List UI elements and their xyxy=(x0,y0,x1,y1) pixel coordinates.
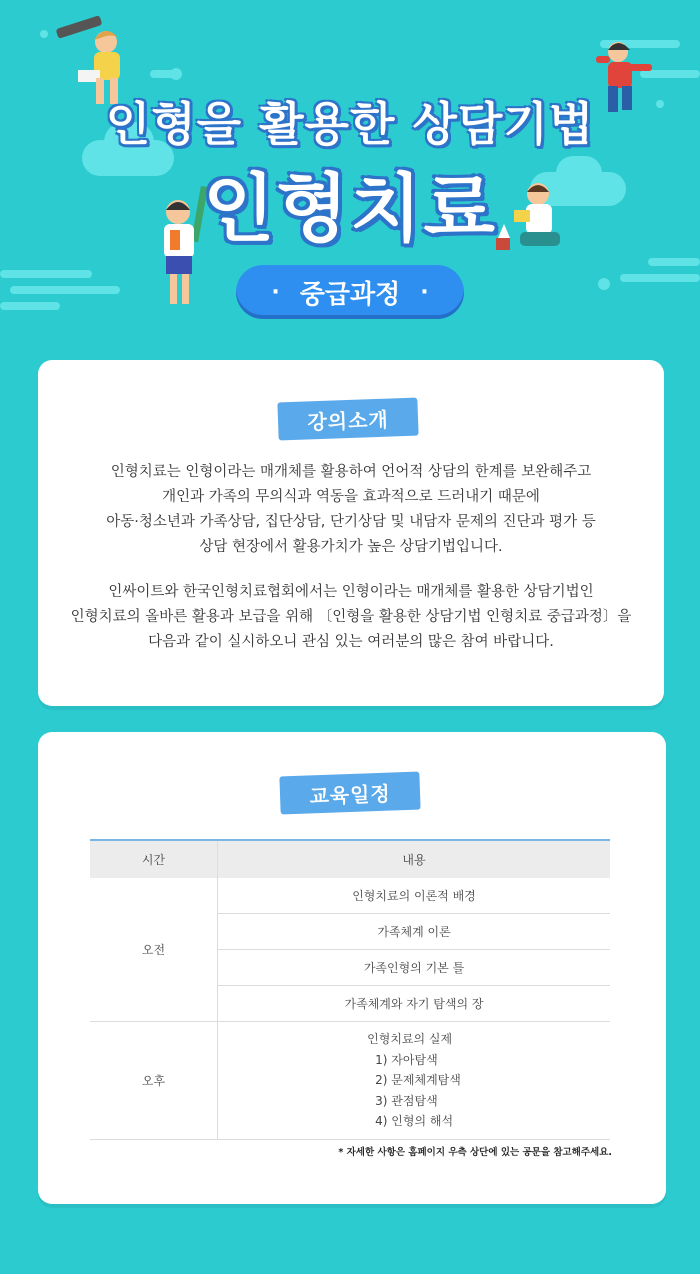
badge-dot: · xyxy=(420,279,429,305)
intro-paragraph-1 xyxy=(38,460,664,560)
stripe xyxy=(620,274,700,282)
dot xyxy=(40,30,48,38)
intro-card xyxy=(38,360,664,706)
content-cell: 가족체계와 자기 탐색의 장 xyxy=(218,986,611,1022)
intro-line: 인형치료는 인형이라는 매개체를 활용하여 언어적 상담의 한계를 보완해주고 xyxy=(110,464,592,480)
pm-item: 2) 문제체계탐색 xyxy=(375,1073,461,1087)
pm-item: 3) 관점탐색 xyxy=(375,1093,438,1108)
intro-line: 아동·청소년과 가족상담, 집단상담, 단기상담 및 내담자 문제의 진단과 평가 등 xyxy=(106,514,596,530)
table-header-row xyxy=(90,840,610,878)
dot xyxy=(170,68,182,80)
title-line1: 인형을 활용한 상담기법 xyxy=(105,97,595,151)
schedule-table xyxy=(90,839,610,1140)
table-row xyxy=(90,878,610,914)
pm-item: 1) 자아탐색 xyxy=(375,1052,438,1067)
intro-line: 상담 현장에서 활용가치가 높은 상담기법입니다. xyxy=(199,539,503,555)
content-cell: 인형치료의 이론적 배경 xyxy=(218,878,611,914)
badge-dot: · xyxy=(271,279,280,305)
footnote: * 자세한 사항은 홈페이지 우측 상단에 있는 공문을 참고해주세요. xyxy=(338,1147,612,1158)
badge-label: 중급과정 xyxy=(299,279,401,310)
table-row xyxy=(90,1022,610,1140)
intro-line: 다음과 같이 실시하오니 관심 있는 여러분의 많은 참여 바랍니다. xyxy=(148,634,554,650)
pm-content-list xyxy=(367,1023,461,1138)
schedule-heading: 교육일정 xyxy=(279,772,420,815)
stripe xyxy=(10,286,120,294)
stripe xyxy=(0,270,92,278)
stripe xyxy=(648,258,700,266)
pm-item: 인형치료의 실제 xyxy=(367,1032,453,1046)
content-cell: 가족인형의 기본 틀 xyxy=(218,950,611,986)
dot xyxy=(598,278,610,290)
schedule-card xyxy=(38,732,666,1204)
pm-item: 4) 인형의 해석 xyxy=(375,1114,454,1128)
intro-line: 개인과 가족의 무의식과 역동을 효과적으로 드러내기 때문에 xyxy=(162,489,540,505)
intro-heading: 강의소개 xyxy=(277,398,418,441)
course-level-badge xyxy=(236,265,464,319)
column-header-content: 내용 xyxy=(218,840,611,878)
content-cell-pm xyxy=(218,1022,611,1140)
column-header-time: 시간 xyxy=(90,840,218,878)
title-line2: 인형치료 xyxy=(203,166,497,252)
time-cell-am: 오전 xyxy=(90,878,218,1022)
intro-line: 인형치료의 올바른 활용과 보급을 위해 〔인형을 활용한 상담기법 인형치료 중급과정〕을 xyxy=(70,609,632,625)
intro-line: 인싸이트와 한국인형치료협회에서는 인형이라는 매개체를 활용한 상담기법인 xyxy=(108,584,594,600)
stripe xyxy=(0,302,60,310)
intro-paragraph-2 xyxy=(38,580,664,655)
content-cell: 가족체계 이론 xyxy=(218,914,611,950)
time-cell-pm: 오후 xyxy=(90,1022,218,1140)
